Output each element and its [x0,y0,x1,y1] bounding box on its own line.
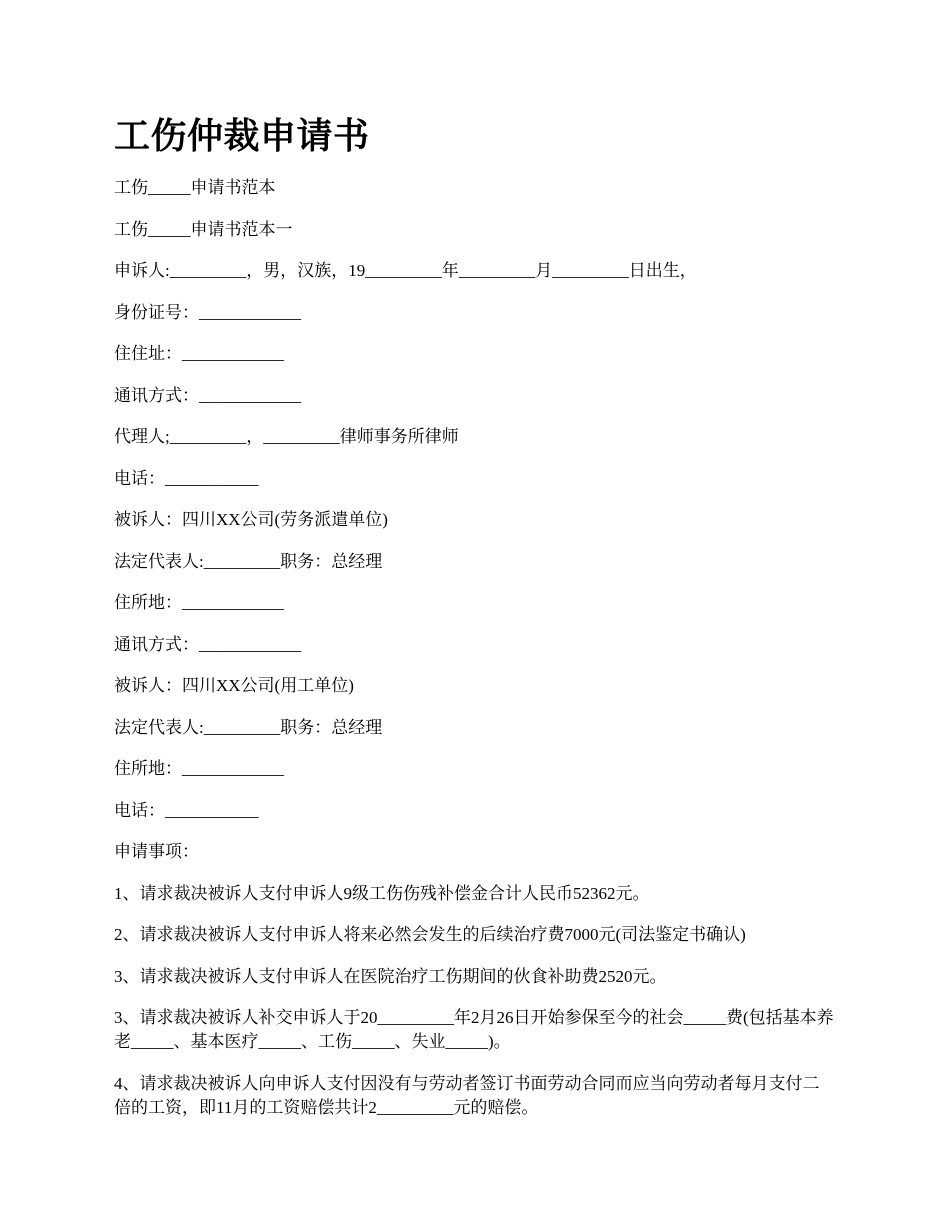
paragraph-claimant-info: 申诉人:_________，男，汉族，19_________年_________月_________日出生， [114,261,697,280]
paragraph-claim-3: 3、请求裁决被诉人支付申诉人在医院治疗工伤期间的伙食补助费2520元。 [114,966,667,986]
paragraph-respondent-2-phone: 电话：___________ [114,800,259,820]
paragraph-respondent-1: 被诉人：四川XX公司(劳务派遣单位) [114,510,388,529]
document-page [114,110,834,1137]
paragraph-agent: 代理人;_________，_________律师事务所律师 [114,427,459,446]
paragraph-claims-heading: 申请事项： [114,842,199,861]
paragraph-respondent-2-representative: 法定代表人:_________职务：总经理 [114,717,383,737]
paragraph-claim-4: 4、请求裁决被诉人向申诉人支付因没有与劳动者签订书面劳动合同而应当向劳动者每月支付二倍的工资，即11月的工资赔偿共计2_________元的赔偿。 [114,1073,820,1117]
paragraph-claim-1: 1、请求裁决被诉人支付申诉人9级工伤伤残补偿金合计人民币52362元。 [114,883,650,903]
paragraph-claim-3b: 3、请求裁决被诉人补交申诉人于20_________年2月26日开始参保至今的社会_____费(包括基本养老_____、基本医疗_____、工伤_____、失业_____)。 [114,1008,834,1051]
paragraph-claimant-id-number: 身份证号：____________ [114,302,301,322]
paragraph-respondent-1-contact: 通讯方式：____________ [114,634,301,654]
paragraph-respondent-1-address: 住所地：____________ [114,593,284,612]
paragraph-template-heading: 工伤_____申请书范本 [114,178,276,197]
document-title: 工伤仲裁申请书 [114,115,370,157]
paragraph-template-subheading: 工伤_____申请书范本一 [114,219,293,239]
paragraph-agent-phone: 电话：___________ [114,468,259,488]
paragraph-claim-2: 2、请求裁决被诉人支付申诉人将来必然会发生的后续治疗费7000元(司法鉴定书确认) [114,925,746,944]
paragraph-claimant-contact: 通讯方式：____________ [114,385,301,405]
paragraph-respondent-2-address: 住所地：____________ [114,759,284,778]
paragraph-respondent-2: 被诉人：四川XX公司(用工单位) [114,676,354,695]
paragraph-respondent-1-representative: 法定代表人:_________职务：总经理 [114,551,383,571]
paragraph-claimant-address: 住住址：____________ [114,344,284,363]
